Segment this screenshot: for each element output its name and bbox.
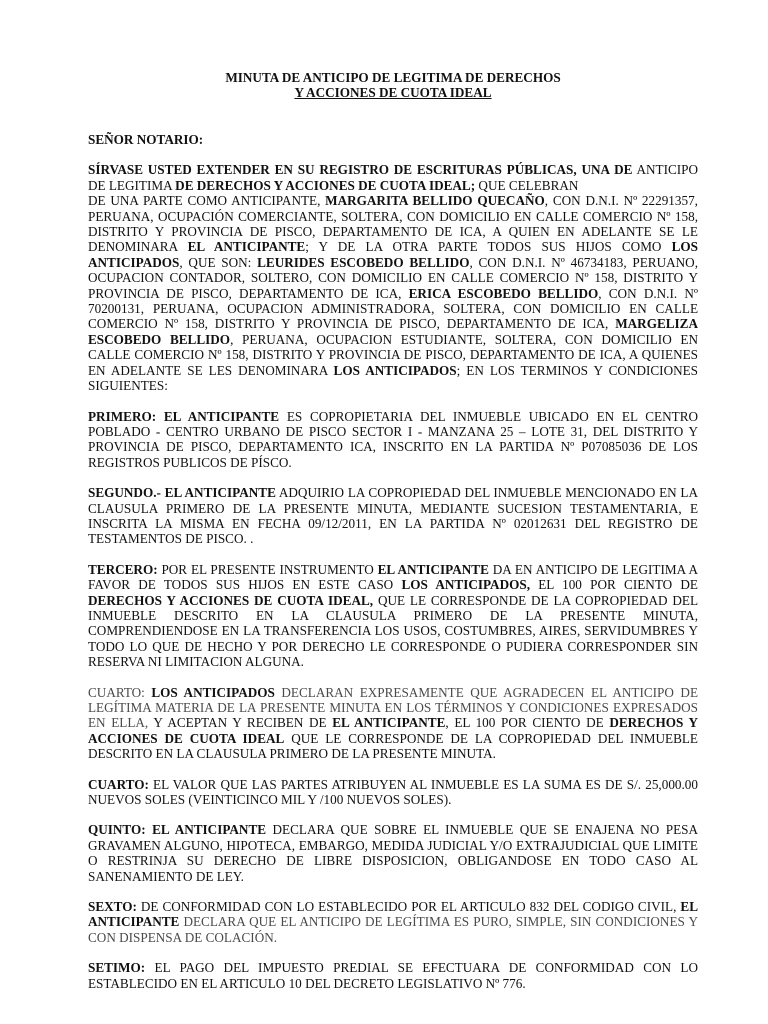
clause-tercero: TERCERO: POR EL PRESENTE INSTRUMENTO EL ANTICIPANTE DA EN ANTICIPO DE LEGITIMA A FAVOR DE TODOS SUS HIJOS EN ESTE CASO LOS ANTICIPADOS, EL 100 POR CIENTO DE DERECHOS Y ACCIONES DE CUOTA IDEAL, QUE LE CORRESPONDE DE LA COPROPIEDAD DEL INMUEBLE DESCRITO EN LA CLAUSULA PRIMERO DE LA PRESENTE MINUTA, COMPRENDIENDOSE EN LA TRANSFERENCIA LOS USOS, COSTUMBRES, AIRES, SERVIDUMBRES Y TODO LO QUE DE HECHO Y POR DERECHO LE CORRESPONDE O PUDIERA CORRESPONDER SIN RESERVA NI LIMITACION ALGUNA. [88, 561, 698, 670]
clause-sexto: SEXTO: DE CONFORMIDAD CON LO ESTABLECIDO POR EL ARTICULO 832 DEL CODIGO CIVIL, EL ANTICIPANTE DECLARA QUE EL ANTICIPO DE LEGÍTIMA ES PURO, SIMPLE, SIN CONDICIONES Y CON DISPENSA DE COLACIÓN. [88, 899, 698, 945]
clause-cuarto-valor: CUARTO: EL VALOR QUE LAS PARTES ATRIBUYEN AL INMUEBLE ES LA SUMA ES DE S/. 25,000.00 NUEVOS SOLES (VEINTICINCO MIL Y /100 NUEVOS SOLES). [88, 776, 698, 808]
clause-segundo: SEGUNDO.- EL ANTICIPANTE ADQUIRIO LA COPROPIEDAD DEL INMUEBLE MENCIONADO EN LA CLAUSULA PRIMERO DE LA PRESENTE MINUTA, MEDIANTE SUCESION TESTAMENTARIA, E INSCRITA LA MISMA EN FECHA 09/12/2011, EN LA PARTIDA Nº 02012631 DEL REGISTRO DE TESTAMENTOS DE PISCO. . [88, 485, 698, 547]
title-line-2: Y ACCIONES DE CUOTA IDEAL [294, 85, 492, 100]
clause-primero: PRIMERO: EL ANTICIPANTE ES COPROPIETARIA DEL INMUEBLE UBICADO EN EL CENTRO POBLADO - CENTRO URBANO DE PISCO SECTOR I - MANZANA 25 – LOTE 31, DEL DISTRITO Y PROVINCIA DE PISCO, DEPARTAMENTO ICA, INSCRITO EN LA PARTIDA Nº P07085036 DE LOS REGISTROS PUBLICOS DE PÍSCO. [88, 408, 699, 470]
clause-cuarto-aceptacion: CUARTO: LOS ANTICIPADOS DECLARAN EXPRESAMENTE QUE AGRADECEN EL ANTICIPO DE LEGÍTIMA MATERIA DE LA PRESENTE MINUTA EN LOS TÉRMINOS Y CONDICIONES EXPRESADOS EN ELLA, Y ACEPTAN Y RECIBEN DE EL ANTICIPANTE, EL 100 POR CIENTO DE DERECHOS Y ACCIONES DE CUOTA IDEAL QUE LE CORRESPONDE DE LA COPROPIEDAD DEL INMUEBLE DESCRITO EN LA CLAUSULA PRIMERO DE LA PRESENTE MINUTA. [88, 684, 699, 762]
title-line-1: MINUTA DE ANTICIPO DE LEGITIMA DE DERECHOS [225, 70, 561, 85]
intro-paragraph: SÍRVASE USTED EXTENDER EN SU REGISTRO DE ESCRITURAS PÚBLICAS, UNA DE ANTICIPO DE LEGITIMA DE DERECHOS Y ACCIONES DE CUOTA IDEAL; QUE CELEBRAN DE UNA PARTE COMO ANTICIPANTE, MARGARITA BELLIDO QUECAÑO, CON D.N.I. Nº 22291357, PERUANA, OCUPACIÓN COMERCIANTE, SOLTERA, CON DOMICILIO EN CALLE COMERCIO Nº 158, DISTRITO Y PROVINCIA DE PISCO, DEPARTAMENTO DE ICA, A QUIEN EN ADELANTE SE LE DENOMINARA EL ANTICIPANTE; Y DE LA OTRA PARTE TODOS SUS HIJOS COMO LOS ANTICIPADOS, QUE SON: LEURIDES ESCOBEDO BELLIDO, CON D.N.I. Nº 46734183, PERUANO, OCUPACION CONTADOR, SOLTERO, CON DOMICILIO EN CALLE COMERCIO Nº 158, DISTRITO Y PROVINCIA DE PISCO, DEPARTAMENTO DE ICA, ERICA ESCOBEDO BELLIDO, CON D.N.I. Nº 70200131, PERUANA, OCUPACION ADMINISTRADORA, SOLTERA, CON DOMICILIO EN CALLE COMERCIO Nº 158, DISTRITO Y PROVINCIA DE PISCO, DEPARTAMENTO DE ICA, MARGELIZA ESCOBEDO BELLIDO, PERUANA, OCUPACION ESTUDIANTE, SOLTERA, CON DOMICILIO EN CALLE COMERCIO Nº 158, DISTRITO Y PROVINCIA DE PISCO, DEPARTAMENTO DE ICA, A QUIENES EN ADELANTE SE LES DENOMINARA LOS ANTICIPADOS; EN LOS TERMINOS Y CONDICIONES SIGUIENTES: [88, 162, 699, 394]
clause-quinto: QUINTO: EL ANTICIPANTE DECLARA QUE SOBRE EL INMUEBLE QUE SE ENAJENA NO PESA GRAVAMEN ALGUNO, HIPOTECA, EMBARGO, MEDIDA JUDICIAL Y/O EXTRAJUDICIAL QUE LIMITE O RESTRINJA SU DERECHO DE LIBRE DISPOSICION, OBLIGANDOSE EN TODO CASO AL SANENAMIENTO DE LEY. [88, 822, 698, 884]
clause-setimo: SETIMO: EL PAGO DEL IMPUESTO PREDIAL SE EFECTUARA DE CONFORMIDAD CON LO ESTABLECIDO EN EL ARTICULO 10 DEL DECRETO LEGISLATIVO Nº 776. [88, 960, 698, 991]
salutation: SEÑOR NOTARIO: [88, 132, 204, 147]
document-title [88, 70, 698, 100]
document-page [88, 70, 698, 991]
